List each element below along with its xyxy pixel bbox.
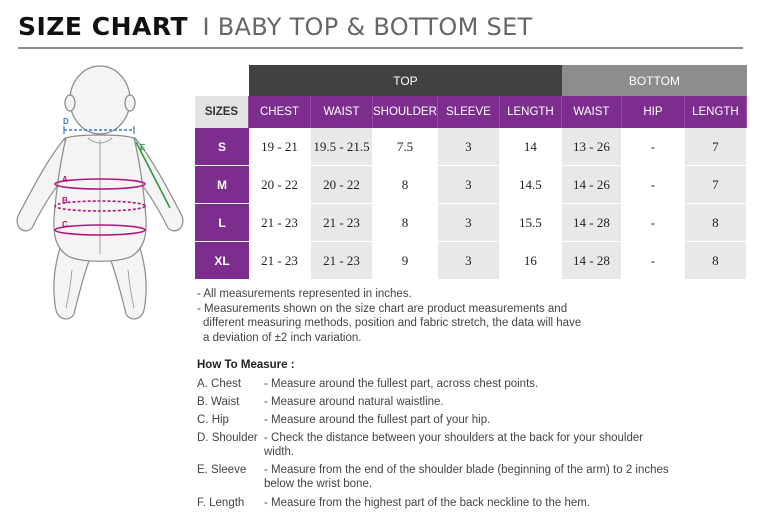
table-cell: 7 — [685, 128, 747, 166]
table-cell: 7.5 — [373, 128, 438, 166]
measure-label: A. Chest — [197, 378, 242, 390]
baby-measurement-illustration — [10, 58, 190, 328]
table-row — [195, 166, 747, 204]
size-cell: M — [195, 166, 249, 204]
measurement-notes — [197, 287, 737, 345]
group-top: TOP — [249, 65, 562, 96]
table-cell: 16 — [500, 242, 562, 280]
column-header-hip: HIP — [622, 96, 685, 128]
page-title: SIZE CHART — [18, 12, 189, 41]
note-line: - Measurements shown on the size chart are product measurements and — [197, 302, 568, 315]
table-cell: 14 - 28 — [562, 242, 622, 280]
note-line: - All measurements represented in inches. — [197, 288, 412, 300]
measure-desc: - Measure around the fullest part of your hip. — [264, 414, 491, 426]
table-cell: 7 — [685, 166, 747, 204]
table-cell: 3 — [438, 204, 500, 242]
table-cell: 19.5 - 21.5 — [311, 128, 373, 166]
table-cell: 21 - 23 — [311, 242, 373, 280]
measure-label: B. Waist — [197, 396, 240, 408]
header-divider — [18, 47, 743, 49]
figure-label-d: D — [63, 117, 69, 126]
figure-label-e: E — [140, 143, 146, 152]
table-cell: 8 — [373, 204, 438, 242]
table-cell: 3 — [438, 128, 500, 166]
column-header-bottom-waist: WAIST — [562, 96, 622, 128]
group-bottom: BOTTOM — [562, 65, 747, 96]
group-header-row — [195, 65, 747, 96]
column-header-length: LENGTH — [500, 96, 562, 128]
measure-label: C. Hip — [197, 414, 229, 426]
how-to-measure-title: How To Measure : — [197, 359, 295, 371]
table-cell: - — [622, 166, 685, 204]
column-header-bottom-length: LENGTH — [685, 96, 747, 128]
table-row — [195, 204, 747, 242]
table-cell: - — [622, 242, 685, 280]
table-cell: 21 - 23 — [249, 204, 311, 242]
table-cell: 13 - 26 — [562, 128, 622, 166]
figure-label-a: A — [62, 175, 68, 184]
size-cell: S — [195, 128, 249, 166]
table-row — [195, 128, 747, 166]
column-header-sleeve: SLEEVE — [438, 96, 500, 128]
column-header-waist: WAIST — [311, 96, 373, 128]
table-cell: 21 - 23 — [311, 204, 373, 242]
size-cell: XL — [195, 242, 249, 280]
figure-label-b: B — [62, 196, 68, 205]
table-cell: 3 — [438, 242, 500, 280]
table-cell: 20 - 22 — [249, 166, 311, 204]
column-header-shoulder: SHOULDER — [373, 96, 438, 128]
figure-label-c: C — [62, 220, 68, 229]
table-cell: - — [622, 128, 685, 166]
table-cell: 19 - 21 — [249, 128, 311, 166]
column-header-sizes: SIZES — [195, 96, 249, 128]
table-cell: 20 - 22 — [311, 166, 373, 204]
measure-label: D. Shoulder — [197, 432, 258, 444]
page-subtitle: I BABY TOP & BOTTOM SET — [202, 12, 533, 41]
table-cell: 14.5 — [500, 166, 562, 204]
size-chart-table — [195, 65, 747, 280]
table-cell: 14 - 28 — [562, 204, 622, 242]
table-cell: 3 — [438, 166, 500, 204]
measure-desc: - Measure around natural waistline. — [264, 396, 444, 408]
note-line: different measuring methods, position and fabric stretch, the data will have — [203, 317, 582, 329]
measure-desc: - Measure around the fullest part, across chest points. — [264, 378, 539, 390]
measure-label: F. Length — [197, 497, 245, 509]
table-cell: - — [622, 204, 685, 242]
table-row — [195, 242, 747, 280]
measure-desc: - Measure from the highest part of the back neckline to the hem. — [264, 497, 591, 509]
table-cell: 8 — [685, 242, 747, 280]
page-header — [18, 12, 533, 48]
size-cell: L — [195, 204, 249, 242]
table-cell: 15.5 — [500, 204, 562, 242]
table-cell: 8 — [685, 204, 747, 242]
table-cell: 14 - 26 — [562, 166, 622, 204]
table-cell: 21 - 23 — [249, 242, 311, 280]
table-cell: 9 — [373, 242, 438, 280]
measure-desc: - Measure from the end of the shoulder blade (beginning of the arm) to 2 inches below the wrist bone. — [264, 464, 669, 490]
table-cell: 8 — [373, 166, 438, 204]
column-header-row — [195, 96, 747, 128]
measure-label: E. Sleeve — [197, 464, 247, 476]
table-cell: 14 — [500, 128, 562, 166]
note-line: a deviation of ±2 inch variation. — [203, 331, 362, 344]
column-header-chest: CHEST — [249, 96, 311, 128]
measure-desc: - Check the distance between your shoulders at the back for your shoulder width. — [264, 432, 644, 458]
